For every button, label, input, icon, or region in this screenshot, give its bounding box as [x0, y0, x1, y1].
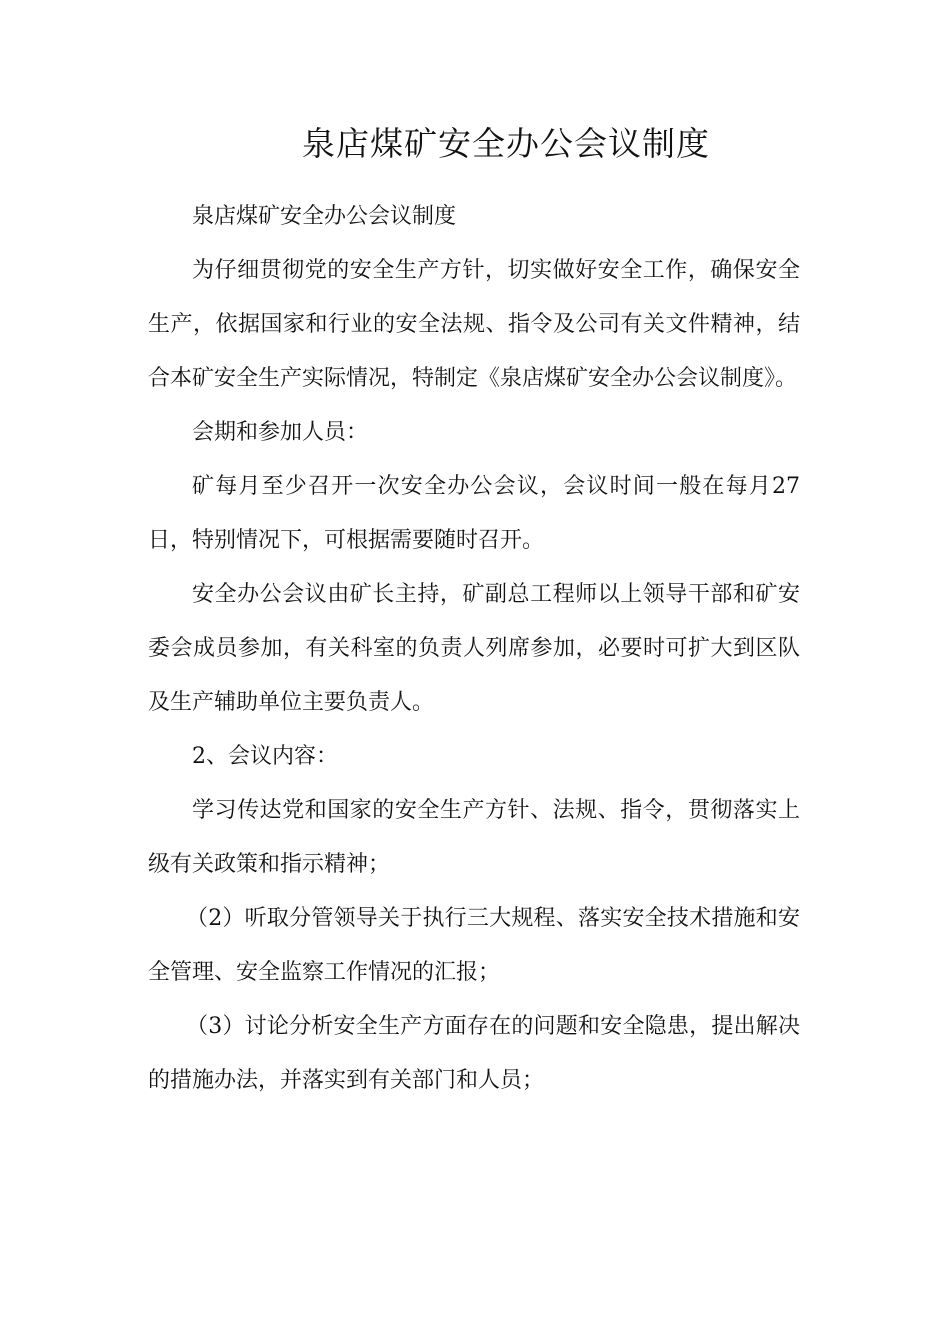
document-body [148, 190, 800, 1108]
paragraph-purpose: 为仔细贯彻党的安全生产方针，切实做好安全工作，确保安全生产，依据国家和行业的安全法规、指令及公司有关文件精神，结合本矿安全生产实际情况，特制定《泉店煤矿安全办公会议制度》。 [148, 258, 800, 391]
paragraph-item-3: （3）讨论分析安全生产方面存在的问题和安全隐患，提出解决的措施办法，并落实到有关部门和人员； [148, 1014, 800, 1093]
paragraph-subtitle: 泉店煤矿安全办公会议制度 [192, 204, 457, 229]
paragraph-meeting-frequency: 矿每月至少召开一次安全办公会议，会议时间一般在每月27日，特别情况下，可根据需要随时召开。 [148, 474, 800, 553]
paragraph-item-2: （2）听取分管领导关于执行三大规程、落实安全技术措施和安全管理、安全监察工作情况的汇报； [148, 906, 800, 985]
paragraph-meeting-period-heading: 会期和参加人员： [192, 420, 369, 445]
paragraph-item-1: 学习传达党和国家的安全生产方针、法规、指令，贯彻落实上级有关政策和指示精神； [148, 798, 800, 877]
paragraph-meeting-content-heading: 2、会议内容： [192, 744, 338, 769]
document-title: 泉店煤矿安全办公会议制度 [302, 124, 710, 163]
paragraph-attendees: 安全办公会议由矿长主持，矿副总工程师以上领导干部和矿安委会成员参加，有关科室的负责人列席参加，必要时可扩大到区队及生产辅助单位主要负责人。 [148, 582, 800, 715]
